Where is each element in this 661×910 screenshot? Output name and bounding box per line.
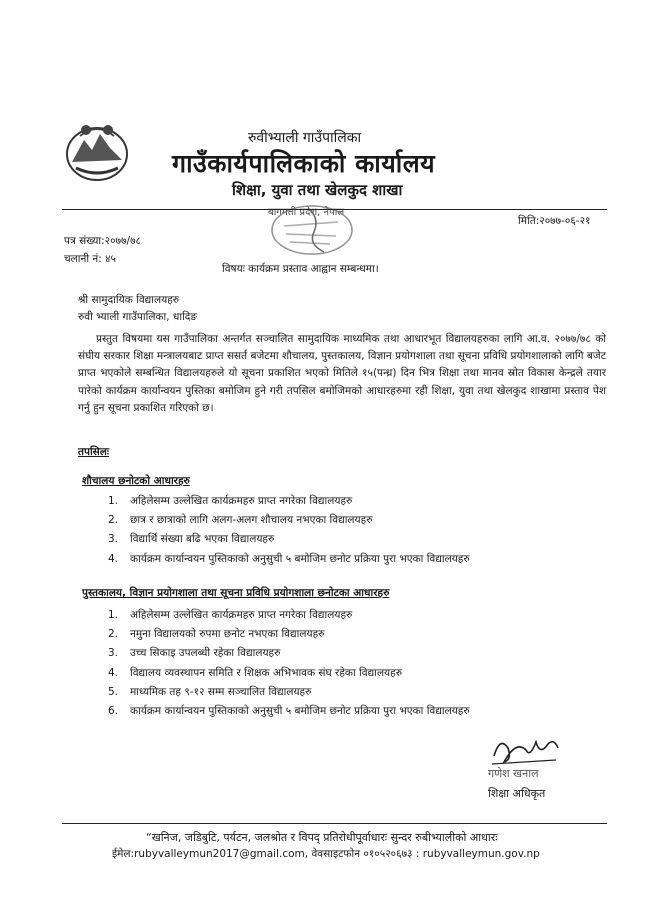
list-item-text: नमुना विद्यालयको रुपमा छनोट नभएका विद्यालयहरु xyxy=(130,628,325,641)
list-item xyxy=(108,625,470,644)
list-item xyxy=(108,664,470,683)
list-item-text: कार्यक्रम कार्यान्वयन पुस्तिकाको अनुसुची ५ बमोजिम छनोट प्रक्रिया पुरा भएका विद्यालयहरु xyxy=(130,552,470,565)
list-item-number: 6. xyxy=(108,704,119,717)
details-label: तपसिलः xyxy=(78,446,110,458)
list-item xyxy=(108,492,470,511)
letter-date: मिति:२०७७-०६-२१ xyxy=(518,215,591,227)
section-toilet-heading: शौचालय छनोटको आधारहरु xyxy=(82,475,190,487)
list-item-text: अहिलेसम्म उल्लेखित कार्यक्रमहरु प्राप्त नगरेका विद्यालयहरु xyxy=(130,609,353,621)
dispatch-number: चलानी नं: ४५ xyxy=(64,253,117,265)
list-item-text: उच्च सिकाइ उपलब्धी रहेका विद्यालयहरु xyxy=(130,647,281,660)
office-title: गाउँकार्यपालिकाको कार्यालय xyxy=(172,149,436,178)
list-item xyxy=(108,644,470,663)
office-address: बागमती प्रदेश, नेपाल xyxy=(268,207,345,218)
nepal-emblem-icon xyxy=(62,118,132,184)
list-item-number: 3. xyxy=(108,647,119,660)
recipient-line-2: रुवी भ्याली गाउँपालिका, धादिङ xyxy=(78,311,198,323)
reference-number: पत्र संख्या:२०७७/७८ xyxy=(64,235,141,247)
list-item-number: 3. xyxy=(108,533,119,546)
list-item-text: विद्यालय व्यवस्थापन समिति र शिक्षक अभिभावक संघ रहेका विद्यालयहरु xyxy=(130,666,403,679)
list-item-text: विद्यार्थि संख्या बढि भएका विद्यालयहरु xyxy=(130,533,275,546)
footer-slogan: “खनिज, जडिबुटि, पर्यटन, जलश्रोत र विपद् प्रतिरोधीपूर्वाधारः सुन्दर रुबीभ्यालीको आधारः xyxy=(146,831,498,844)
municipality-name: रुवीभ्याली गाउँपालिका xyxy=(248,130,362,146)
list-item xyxy=(108,511,470,530)
library-lab-criteria-list xyxy=(108,606,470,721)
list-item-text: छात्र र छात्राको लागि अलग-अलग शौचालय नभएका विद्यालयहरु xyxy=(130,514,373,527)
list-item-number: 4. xyxy=(108,552,119,565)
handwritten-signature-icon xyxy=(486,730,566,770)
list-item-number: 1. xyxy=(108,609,119,621)
toilet-criteria-list xyxy=(108,492,470,569)
list-item xyxy=(108,683,470,702)
list-item-number: 5. xyxy=(108,685,119,698)
list-item-number: 2. xyxy=(108,628,119,641)
footer-rule xyxy=(62,823,607,824)
footer-contact: ईमेल:rubyvalleymun2017@gmail.com, वेवसाइटफोन ०१०५२०६७३ : rubyvalleymun.gov.np xyxy=(112,848,540,860)
section-library-lab-heading: पुस्तकालय, विज्ञान प्रयोगशाला तथा सूचना प्रविधि प्रयोगशाला छनोटका आधारहरु xyxy=(82,587,390,599)
branch-name: शिक्षा, युवा तथा खेलकुद शाखा xyxy=(232,181,403,199)
list-item-text: अहिलेसम्म उल्लेखित कार्यक्रमहरु प्राप्त नगरेका विद्यालयहरु xyxy=(130,495,353,507)
recipient-line-1: श्री सामुदायिक विद्यालयहरु xyxy=(78,294,180,306)
list-item-text: माध्यमिक तह ९-१२ सम्म सञ्चालित विद्यालयहरु xyxy=(130,685,312,698)
list-item xyxy=(108,530,470,549)
body-paragraph: प्रस्तुत विषयमा यस गाउँपालिका अन्तर्गत सञ्चालित सामुदायिक माध्यमिक तथा आधारभूत विद्यालयहरुका लागि आ.व. २०७७/७८ को संघीय सरकार शिक्षा मन्त्रालयबाट प्राप्त ससर्त बजेटमा शौचालय, पुस्तकालय, विज्ञान प्रयोगशाला तथा सूचना प्रविधि प्रयोगशालाको लागि बजेट प्राप्त भएकोले सम्बन्धित विद्यालयहरुले यो सूचना प्रकाशित भएको मितिले १५(पन्ध्र) दिन भित्र शिक्षा तथा मानव स्रोत विकास केन्द्रले तयार पारेको कार्यक्रम कार्यान्वयन पुस्तिका बमोजिम हुने गरी तपसिल बमोजिमको आधारहरुमा रही शिक्षा, युवा तथा खेलकुद शाखामा प्रस्ताव पेश गर्नु हुन सूचना प्रकाशित गरिएको छ। xyxy=(78,333,606,414)
list-item-number: 2. xyxy=(108,514,119,527)
office-stamp-icon xyxy=(268,198,356,258)
list-item xyxy=(108,702,470,721)
list-item xyxy=(108,550,470,569)
header-rule xyxy=(62,209,607,210)
list-item-text: कार्यक्रम कार्यान्वयन पुस्तिकाको अनुसुची ५ बमोजिम छनोट प्रक्रिया पुरा भएका विद्यालयहरु xyxy=(130,704,470,717)
list-item-number: 1. xyxy=(108,495,119,507)
list-item xyxy=(108,606,470,625)
letter-subject: विषयः कार्यक्रम प्रस्ताव आह्वान सम्बन्धमा। xyxy=(222,263,379,275)
signatory-name: गणेश खनाल xyxy=(488,767,539,780)
signatory-title: शिक्षा अधिकृत xyxy=(488,787,546,800)
list-item-number: 4. xyxy=(108,666,119,679)
